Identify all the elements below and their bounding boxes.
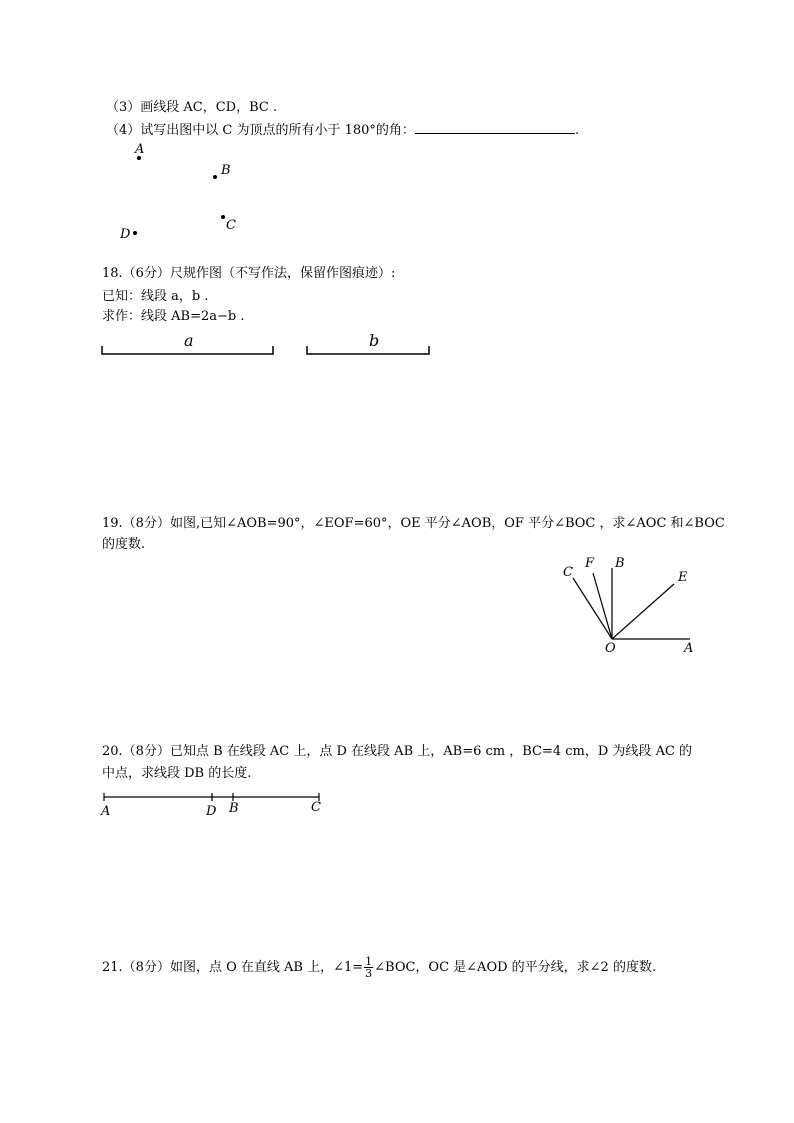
q19-line2: 的度数. <box>102 537 146 552</box>
ray-of <box>593 573 612 639</box>
q20-label-c: C <box>311 800 321 815</box>
q21-prefix: 21.（8分）如图，点 O 在直线 AB 上，∠1= <box>102 960 364 975</box>
q17-points-figure <box>119 142 236 242</box>
q17-part3: （3）画线段 AC，CD，BC . <box>106 100 278 115</box>
label-c: C <box>563 565 573 580</box>
q20-line1: 20.（8分）已知点 B 在线段 AC 上，点 D 在线段 AB 上，AB=6 cm ，BC=4 cm，D 为线段 AC 的 <box>102 744 693 759</box>
q20-label-b: B <box>229 801 239 816</box>
q20-segment-figure <box>104 793 319 801</box>
q17-part4-end: . <box>574 123 580 138</box>
label-a: A <box>684 641 694 656</box>
segment-b-label: b <box>369 331 380 350</box>
q21-suffix: ∠BOC，OC 是∠AOD 的平分线，求∠2 的度数. <box>374 960 657 975</box>
label-f: F <box>585 556 595 571</box>
point-b-label: B <box>221 163 231 178</box>
point-b-dot <box>213 175 217 179</box>
point-a-label: A <box>135 142 145 157</box>
q18-title: 18.（6分）尺规作图（不写作法，保留作图痕迹）: <box>102 266 396 281</box>
q19-line1: 19.（8分）如图,已知∠AOB=90°，∠EOF=60°，OE 平分∠AOB，OF 平分∠BOC ，求∠AOC 和∠BOC <box>102 516 725 531</box>
q18-task: 求作：线段 AB=2a−b . <box>102 309 245 324</box>
point-d-dot <box>133 231 137 235</box>
q21-frac-num: 1 <box>365 955 373 968</box>
point-d-label: D <box>120 227 131 242</box>
ray-oc <box>573 578 612 639</box>
point-c-dot <box>221 215 225 219</box>
label-e: E <box>678 570 688 585</box>
segment-a-label: a <box>184 331 194 350</box>
point-c-label: C <box>226 218 236 233</box>
q20-line2: 中点，求线段 DB 的长度. <box>102 766 252 781</box>
q19-angle-figure <box>573 568 690 639</box>
q18-segments-figure <box>102 346 429 354</box>
ray-oe <box>612 584 674 639</box>
q20-label-a: A <box>101 804 111 819</box>
segment-b <box>307 346 429 354</box>
q21-frac-den: 3 <box>365 967 373 980</box>
label-o: O <box>605 641 616 656</box>
q20-label-d: D <box>206 804 217 819</box>
label-b: B <box>615 556 625 571</box>
q18-given: 已知：线段 a，b . <box>102 289 209 304</box>
q17-part4-text: （4）试写出图中以 C 为顶点的所有小于 180°的角： <box>106 123 415 138</box>
